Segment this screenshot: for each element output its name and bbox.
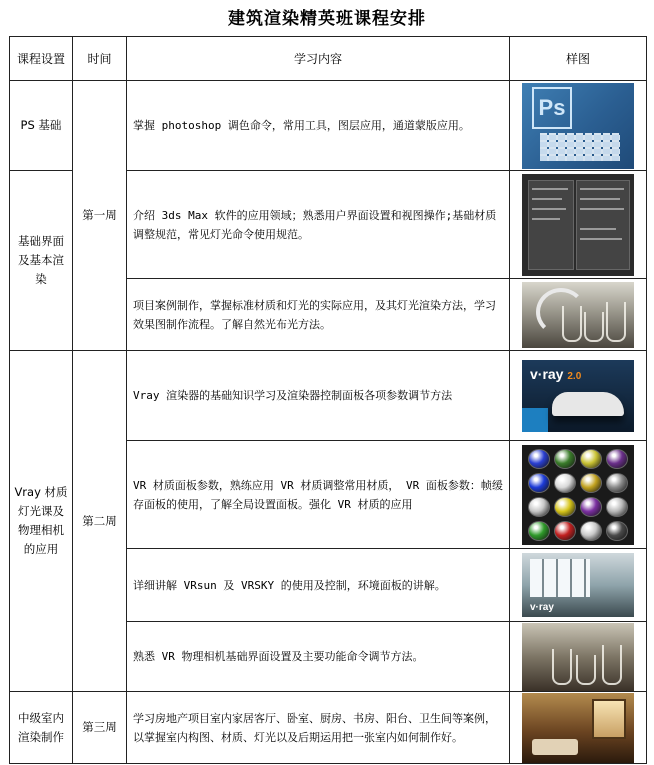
table-row (10, 351, 647, 441)
row-content: 学习房地产项目室内家居客厅、卧室、厨房、书房、阳台、卫生间等案例，以掌握室内构图、材质、灯光以及后期运用把一张室内如何制作好。 (127, 692, 510, 764)
material-ball (606, 473, 628, 493)
material-ball (580, 473, 602, 493)
material-ball (528, 521, 550, 541)
week-1: 第一周 (73, 81, 127, 351)
course-basic-render: 基础界面及基本渲染 (10, 171, 73, 351)
material-ball (606, 449, 628, 469)
vray-sun-thumbnail (522, 553, 634, 617)
material-ball (580, 449, 602, 469)
sample-cell (510, 692, 647, 764)
material-ball (606, 497, 628, 517)
material-balls-thumbnail (522, 445, 634, 545)
header-course: 课程设置 (10, 37, 73, 81)
vray-version: 2.0 (567, 370, 582, 382)
row-content: 项目案例制作，掌握标准材质和灯光的实际应用，及其灯光渲染方法，学习效果图制作流程。了解自然光布光方法。 (127, 279, 510, 351)
header-sample: 样图 (510, 37, 647, 81)
document-title: 建筑渲染精英班课程安排 (228, 9, 426, 29)
sample-cell (510, 441, 647, 549)
sample-cell (510, 279, 647, 351)
row-content: 介绍 3ds Max 软件的应用领域；熟悉用户界面设置和视图操作;基础材质调整规范，常见灯光命令使用规范。 (127, 171, 510, 279)
material-ball (580, 497, 602, 517)
sample-cell (510, 549, 647, 622)
material-ball (554, 449, 576, 469)
row-content: 掌握 photoshop 调色命令，常用工具，图层应用，通道蒙版应用。 (127, 81, 510, 171)
glass-render-thumbnail (522, 282, 634, 348)
material-ball (528, 497, 550, 517)
vray-car-thumbnail (522, 360, 634, 432)
course-interior: 中级室内渲染制作 (10, 692, 73, 764)
row-content: VR 材质面板参数，熟练应用 VR 材质调整常用材质， VR 面板参数：帧缓存面板的使用，了解全局设置面板。强化 VR 材质的应用 (127, 441, 510, 549)
keyboard-graphic (540, 133, 620, 161)
glass-render-2-thumbnail (522, 623, 634, 691)
material-ball (554, 497, 576, 517)
week-3: 第三周 (73, 692, 127, 764)
header-row (10, 37, 647, 81)
header-time: 时间 (73, 37, 127, 81)
row-content: 熟悉 VR 物理相机基础界面设置及主要功能命令调节方法。 (127, 622, 510, 692)
week-2: 第二周 (73, 351, 127, 692)
material-ball (606, 521, 628, 541)
row-content: 详细讲解 VRsun 及 VRSKY 的使用及控制，环境面板的讲解。 (127, 549, 510, 622)
vray-sketchup-brand: v·ray (530, 602, 554, 613)
course-schedule-table (9, 36, 647, 764)
sample-cell (510, 622, 647, 692)
sample-cell (510, 171, 647, 279)
photoshop-thumbnail (522, 83, 634, 169)
interior-room-thumbnail (522, 693, 634, 763)
table-row (10, 81, 647, 171)
vray-brand: v·ray (530, 365, 564, 382)
header-content: 学习内容 (127, 37, 510, 81)
3dsmax-thumbnail (522, 174, 634, 276)
row-content: Vray 渲染器的基础知识学习及渲染器控制面板各项参数调节方法 (127, 351, 510, 441)
material-ball (528, 449, 550, 469)
material-ball (554, 473, 576, 493)
sample-cell (510, 81, 647, 171)
photoshop-logo-icon: Ps (532, 87, 572, 129)
sample-cell (510, 351, 647, 441)
course-vray: Vray 材质灯光课及物理相机的应用 (10, 351, 73, 692)
material-ball (528, 473, 550, 493)
material-ball (580, 521, 602, 541)
material-ball (554, 521, 576, 541)
course-ps: PS 基础 (10, 81, 73, 171)
table-row (10, 692, 647, 764)
